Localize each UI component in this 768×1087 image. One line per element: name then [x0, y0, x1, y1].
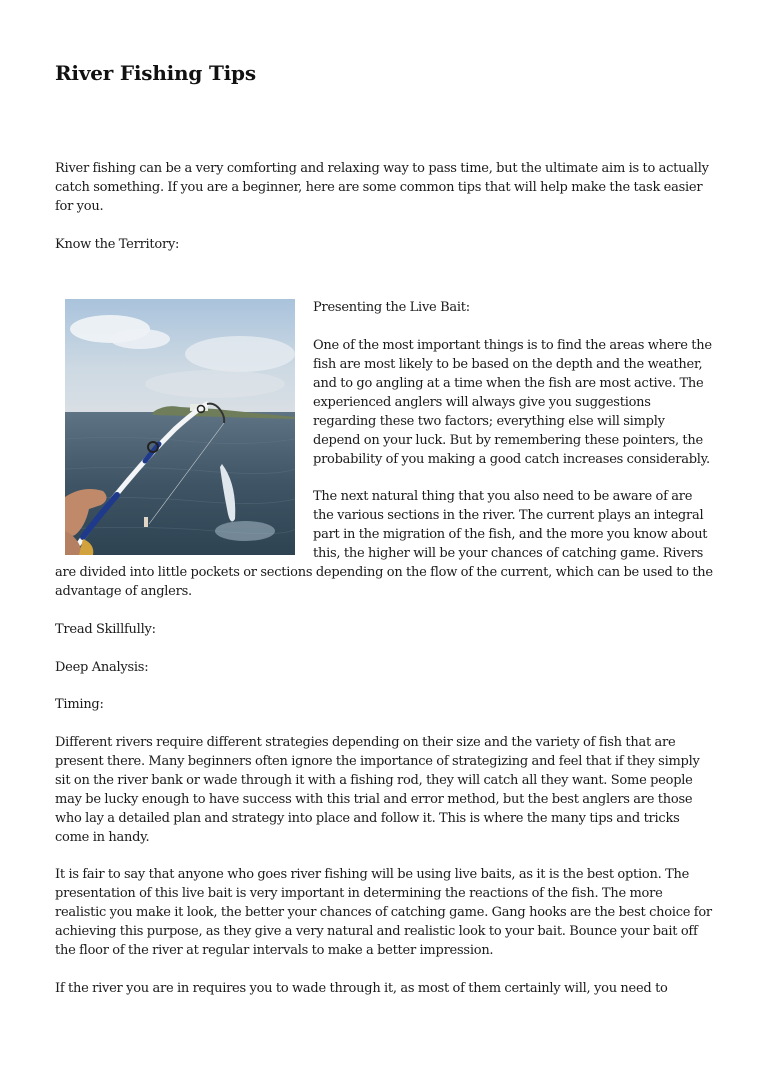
- section-heading-tread-skillfully: Tread Skillfully:: [55, 621, 156, 637]
- paragraph-wade: If the river you are in requires you to wade through it, as most of them certainly will, you need to: [55, 980, 668, 996]
- paragraph-live-baits: It is fair to say that anyone who goes river fishing will be using live baits, as it is the best option. The presentation of this live bait is very important in determining the reactions of the fish. The more realistic you make it look, the better your chances of catching game. Gang hooks are the best choice for achieving this purpose, as they give a very natural and realistic look to your bait. Bounce your bait off the floor of the river at regular intervals to make a better impression.: [55, 867, 712, 959]
- image-with-text-block: [55, 273, 715, 601]
- paragraph-areas: One of the most important things is to find the areas where the fish are most likely to be based on the depth and the weather, and to go angling at a time when the fish are most active. The experienced anglers will always give you suggestions regarding these two factors; everything else will simply depend on your luck. But by remembering these pointers, the probability of you making a good catch increases considerably.: [313, 338, 712, 467]
- paragraph-strategies: Different rivers require different strategies depending on their size and the variety of fish that are present there. Many beginners often ignore the importance of strategizing and feel that if they simply sit on the river bank or wade through it with a fishing rod, they will catch all they want. Some people may be lucky enough to have success with this trial and error method, but the best anglers are those who lay a detailed plan and strategy into place and follow it. This is where the many tips and tricks come in handy.: [55, 735, 700, 845]
- section-heading-timing: Timing:: [55, 697, 104, 713]
- section-heading-deep-analysis: Deep Analysis:: [55, 659, 149, 675]
- paragraph-river-sections: The next natural thing that you also need to be aware of are the various sections in the river. The current plays an integral part in the migration of the fish, and the more you know about this, the higher will be your chances of catching game. Rivers are divided into little pockets or sections depending on the flow of the current, which can be used to the advantage of anglers.: [55, 489, 713, 599]
- fishing-photo: [65, 299, 295, 555]
- document-body: [55, 160, 715, 1018]
- intro-paragraph: River fishing can be a very comforting and relaxing way to pass time, but the ultimate aim is to actually catch something. If you are a beginner, here are some common tips that will help make the task easier for you.: [55, 161, 709, 214]
- section-heading-know-territory: Know the Territory:: [55, 236, 180, 252]
- section-heading-presenting-live-bait: Presenting the Live Bait:: [313, 300, 470, 316]
- page-title: River Fishing Tips: [55, 61, 256, 85]
